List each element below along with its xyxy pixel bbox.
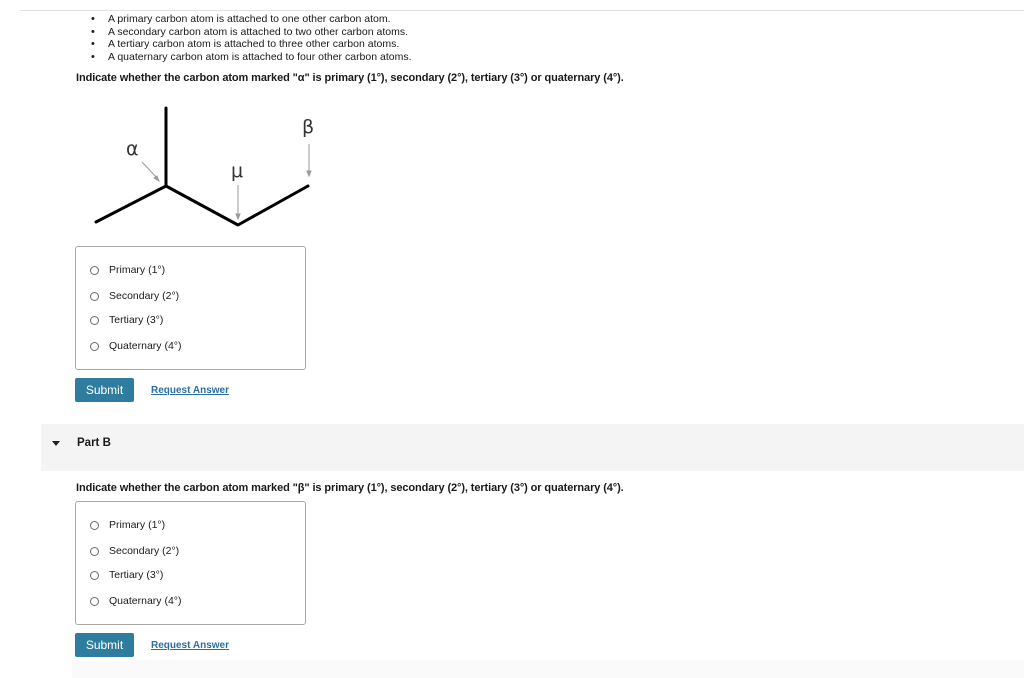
definition-tertiary: • A tertiary carbon atom is attached to three other carbon atoms.: [91, 38, 412, 51]
mu-arrowhead: [236, 214, 240, 219]
definition-primary: • A primary carbon atom is attached to one other carbon atom.: [91, 13, 412, 26]
part-b-option-tertiary[interactable]: [90, 569, 163, 581]
part-b-option-primary[interactable]: [90, 519, 165, 531]
radio-button[interactable]: [90, 571, 99, 580]
definition-quaternary: • A quaternary carbon atom is attached to four other carbon atoms.: [91, 51, 412, 64]
part-a-option-tertiary[interactable]: [90, 314, 163, 326]
option-label: Tertiary (3°): [109, 314, 164, 326]
bond-chain: [96, 186, 308, 225]
part-b-option-secondary[interactable]: [90, 545, 179, 557]
part-a-option-primary[interactable]: [90, 264, 165, 276]
part-b-choices: [75, 501, 306, 625]
part-a-submit-button[interactable]: Submit: [75, 378, 134, 402]
part-a-request-answer-link[interactable]: Request Answer: [151, 385, 229, 396]
option-label: Tertiary (3°): [109, 569, 164, 581]
part-a-option-secondary[interactable]: [90, 290, 179, 302]
part-b-title: Part B: [77, 437, 111, 449]
radio-button[interactable]: [90, 521, 99, 530]
alpha-label: α: [126, 138, 139, 160]
top-divider: [20, 10, 1024, 11]
part-a-choices: [75, 246, 306, 370]
caret-down-icon[interactable]: [52, 441, 60, 446]
definition-list: [91, 13, 412, 63]
alpha-arrowhead: [154, 176, 159, 181]
part-a-option-quaternary[interactable]: [90, 340, 181, 352]
radio-button[interactable]: [90, 292, 99, 301]
option-label: Quaternary (4°): [109, 340, 182, 352]
part-a-question: Indicate whether the carbon atom marked "α" is primary (1°), secondary (2°), tertiary (3°) or quaternary (4°).: [76, 72, 624, 84]
option-label: Secondary (2°): [109, 290, 180, 302]
part-b-header[interactable]: [41, 424, 1024, 471]
part-b-submit-button[interactable]: Submit: [75, 633, 134, 657]
radio-button[interactable]: [90, 342, 99, 351]
mu-label: μ: [231, 160, 244, 182]
beta-arrowhead: [307, 171, 311, 176]
part-b-request-answer-link[interactable]: Request Answer: [151, 640, 229, 651]
carbon-skeleton: [96, 108, 308, 225]
part-b-question: Indicate whether the carbon atom marked "β" is primary (1°), secondary (2°), tertiary (3°) or quaternary (4°).: [76, 482, 624, 494]
option-label: Primary (1°): [109, 519, 166, 531]
beta-label: β: [302, 116, 315, 138]
option-label: Quaternary (4°): [109, 595, 182, 607]
molecule-structure: [80, 100, 330, 235]
radio-button[interactable]: [90, 547, 99, 556]
bottom-shade: [72, 660, 1024, 678]
definition-secondary: • A secondary carbon atom is attached to two other carbon atoms.: [91, 26, 412, 39]
radio-button[interactable]: [90, 266, 99, 275]
option-label: Secondary (2°): [109, 545, 180, 557]
option-label: Primary (1°): [109, 264, 166, 276]
radio-button[interactable]: [90, 316, 99, 325]
radio-button[interactable]: [90, 597, 99, 606]
part-b-option-quaternary[interactable]: [90, 595, 181, 607]
